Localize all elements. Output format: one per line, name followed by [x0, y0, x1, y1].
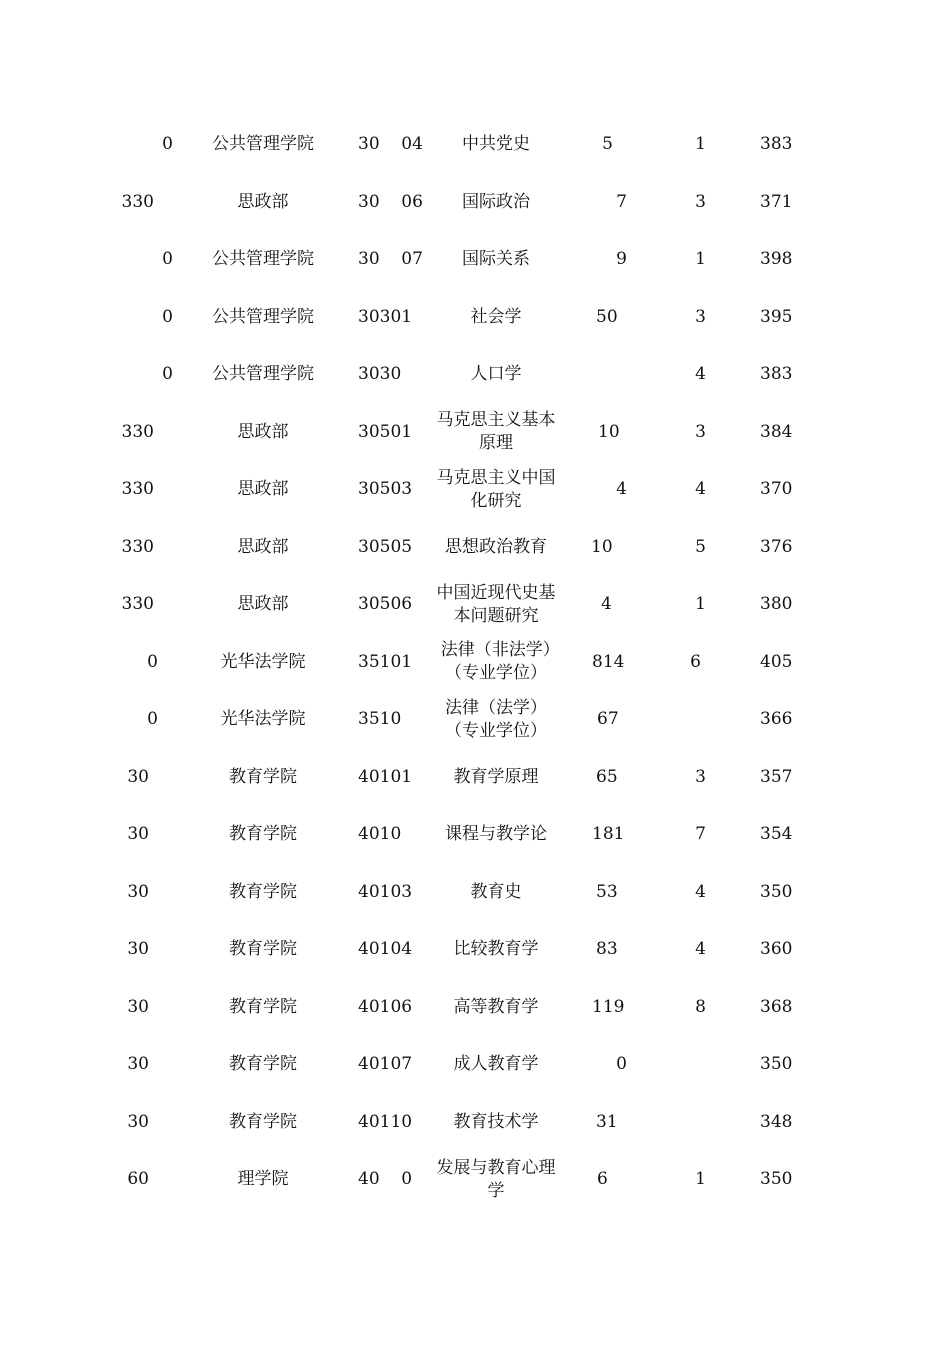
major-name-cell [434, 1036, 558, 1094]
admitted-cell: 4 [695, 939, 706, 960]
school-name-cell: 教育学院 [229, 766, 297, 787]
table-row [0, 634, 950, 692]
admitted-cell: 3 [695, 766, 706, 787]
major-code-cell: 40110 [358, 1111, 413, 1132]
admitted-cell [672, 1036, 706, 1094]
applicants-cell: 5 [602, 134, 613, 155]
school-code-cell: 30 [127, 766, 149, 787]
table-row [0, 346, 950, 404]
school-code-cell: 30 [127, 939, 149, 960]
school-code-cell: 30 [127, 996, 149, 1017]
major-code-cell: 4010 [358, 824, 402, 845]
school-code-cell: 0 [162, 364, 173, 385]
admitted-cell: 1 [695, 1169, 706, 1190]
major-name-text: 法律（法学）（专业学位） [445, 697, 547, 741]
major-name-text: 社会学 [470, 306, 522, 327]
school-code-cell: 330 [121, 421, 154, 442]
school-code-cell: 330 [121, 594, 154, 615]
school-name-cell: 公共管理学院 [212, 249, 314, 270]
admitted-cell: 4 [695, 479, 706, 500]
major-code-cell: 30 06 [358, 191, 423, 212]
major-name-text: 课程与教学论 [445, 824, 547, 845]
applicants-cell: 67 [597, 709, 619, 730]
applicants-cell: 4 [601, 594, 612, 615]
school-name-cell: 思政部 [237, 421, 289, 442]
admitted-cell [672, 691, 706, 749]
applicants-cell: 53 [596, 881, 618, 902]
school-code-cell: 330 [121, 191, 154, 212]
school-name-cell: 理学院 [237, 1169, 289, 1190]
applicants-cell: 119 [592, 996, 625, 1017]
applicants-cell: 814 [592, 651, 625, 672]
table-row [0, 806, 950, 864]
school-name-cell: 教育学院 [229, 881, 297, 902]
school-name-cell: 教育学院 [229, 996, 297, 1017]
score-cell: 380 [760, 594, 793, 615]
major-name-cell [434, 404, 558, 462]
score-cell: 383 [760, 134, 793, 155]
school-name-cell: 公共管理学院 [212, 134, 314, 155]
score-cell: 405 [760, 651, 793, 672]
major-name-cell [434, 1094, 558, 1152]
score-cell: 350 [760, 1169, 793, 1190]
major-name-text: 教育学原理 [453, 766, 539, 787]
major-code-cell: 30505 [358, 536, 413, 557]
admission-table [0, 116, 950, 1209]
major-code-cell: 40101 [358, 766, 413, 787]
applicants-cell [596, 346, 656, 404]
major-name-text: 高等教育学 [453, 996, 539, 1017]
school-name-cell: 教育学院 [229, 939, 297, 960]
major-name-text: 中共党史 [462, 134, 530, 155]
major-code-cell: 40104 [358, 939, 413, 960]
score-cell: 350 [760, 1054, 793, 1075]
major-name-cell [434, 346, 558, 404]
applicants-cell: 65 [596, 766, 618, 787]
table-row [0, 404, 950, 462]
major-name-text: 国际政治 [462, 191, 530, 212]
major-name-cell [434, 576, 558, 634]
admitted-cell: 7 [695, 824, 706, 845]
table-row [0, 1094, 950, 1152]
score-cell: 360 [760, 939, 793, 960]
score-cell: 376 [760, 536, 793, 557]
major-name-text: 成人教育学 [453, 1054, 539, 1075]
major-code-cell: 40107 [358, 1054, 413, 1075]
admitted-cell: 4 [695, 881, 706, 902]
applicants-cell: 10 [591, 536, 613, 557]
admitted-cell: 3 [695, 421, 706, 442]
applicants-cell: 83 [596, 939, 618, 960]
major-code-cell: 3510 [358, 709, 402, 730]
table-row [0, 749, 950, 807]
applicants-cell: 50 [596, 306, 618, 327]
major-code-cell: 30506 [358, 594, 413, 615]
school-code-cell: 330 [121, 479, 154, 500]
major-name-cell [434, 634, 558, 692]
score-cell: 357 [760, 766, 793, 787]
major-name-cell [434, 864, 558, 922]
score-cell: 395 [760, 306, 793, 327]
table-row [0, 864, 950, 922]
school-name-cell: 光华法学院 [220, 651, 306, 672]
admitted-cell: 5 [695, 536, 706, 557]
major-name-cell [434, 289, 558, 347]
table-row [0, 979, 950, 1037]
school-code-cell: 30 [127, 1054, 149, 1075]
school-name-cell: 公共管理学院 [212, 364, 314, 385]
major-name-text: 教育技术学 [453, 1111, 539, 1132]
school-code-cell: 0 [147, 651, 158, 672]
school-name-cell: 思政部 [237, 191, 289, 212]
school-code-cell: 0 [147, 709, 158, 730]
table-row [0, 1036, 950, 1094]
table-row [0, 576, 950, 634]
school-name-cell: 思政部 [237, 594, 289, 615]
major-name-cell [434, 519, 558, 577]
major-name-text: 国际关系 [462, 249, 530, 270]
admitted-cell: 4 [695, 364, 706, 385]
score-cell: 350 [760, 881, 793, 902]
major-name-text: 法律（非法学）（专业学位） [440, 640, 552, 684]
admitted-cell: 3 [695, 191, 706, 212]
applicants-cell: 31 [596, 1111, 618, 1132]
school-name-cell: 思政部 [237, 479, 289, 500]
major-code-cell: 40106 [358, 996, 413, 1017]
score-cell: 354 [760, 824, 793, 845]
score-cell: 384 [760, 421, 793, 442]
school-name-cell: 教育学院 [229, 1054, 297, 1075]
table-row [0, 116, 950, 174]
school-code-cell: 0 [162, 306, 173, 327]
admitted-cell: 1 [695, 594, 706, 615]
major-name-cell [434, 461, 558, 519]
major-name-text: 发展与教育心理学 [436, 1157, 556, 1201]
major-code-cell: 30 07 [358, 249, 423, 270]
school-code-cell: 30 [127, 824, 149, 845]
score-cell: 366 [760, 709, 793, 730]
major-name-text: 马克思主义基本原理 [436, 410, 556, 454]
table-row [0, 519, 950, 577]
major-name-cell [434, 921, 558, 979]
major-name-cell [434, 174, 558, 232]
score-cell: 348 [760, 1111, 793, 1132]
applicants-cell: 0 [616, 1054, 627, 1075]
major-code-cell: 30 04 [358, 134, 423, 155]
major-code-cell: 35101 [358, 651, 413, 672]
school-name-cell: 思政部 [237, 536, 289, 557]
school-code-cell: 30 [127, 881, 149, 902]
applicants-cell: 10 [598, 421, 620, 442]
score-cell: 398 [760, 249, 793, 270]
score-cell: 370 [760, 479, 793, 500]
school-code-cell: 0 [162, 249, 173, 270]
major-name-cell [434, 806, 558, 864]
major-name-text: 教育史 [470, 881, 522, 902]
major-code-cell: 3030 [358, 364, 402, 385]
major-name-text: 中国近现代史基本问题研究 [436, 582, 556, 626]
major-name-cell [434, 691, 558, 749]
admitted-cell: 1 [695, 249, 706, 270]
major-name-cell [434, 749, 558, 807]
school-code-cell: 60 [127, 1169, 149, 1190]
major-name-cell [434, 1151, 558, 1209]
admitted-cell [672, 1094, 706, 1152]
school-code-cell: 330 [121, 536, 154, 557]
school-code-cell: 0 [162, 134, 173, 155]
major-name-cell [434, 116, 558, 174]
applicants-cell: 7 [616, 191, 627, 212]
major-code-cell: 30503 [358, 479, 413, 500]
applicants-cell: 6 [597, 1169, 608, 1190]
score-cell: 368 [760, 996, 793, 1017]
admitted-cell: 6 [690, 651, 701, 672]
major-name-text: 比较教育学 [453, 939, 539, 960]
score-cell: 383 [760, 364, 793, 385]
major-code-cell: 30501 [358, 421, 413, 442]
score-cell: 371 [760, 191, 793, 212]
table-row [0, 1151, 950, 1209]
major-name-text: 思想政治教育 [445, 536, 547, 557]
admitted-cell: 8 [695, 996, 706, 1017]
major-name-cell [434, 979, 558, 1037]
major-code-cell: 30301 [358, 306, 413, 327]
table-row [0, 921, 950, 979]
applicants-cell: 181 [592, 824, 625, 845]
school-name-cell: 公共管理学院 [212, 306, 314, 327]
major-code-cell: 40 0 [358, 1169, 413, 1190]
table-row [0, 174, 950, 232]
table-row [0, 231, 950, 289]
table-row [0, 691, 950, 749]
school-name-cell: 教育学院 [229, 824, 297, 845]
admitted-cell: 1 [695, 134, 706, 155]
applicants-cell: 4 [616, 479, 627, 500]
table-row [0, 289, 950, 347]
table-row [0, 461, 950, 519]
major-code-cell: 40103 [358, 881, 413, 902]
school-name-cell: 光华法学院 [220, 709, 306, 730]
school-code-cell: 30 [127, 1111, 149, 1132]
admitted-cell: 3 [695, 306, 706, 327]
school-name-cell: 教育学院 [229, 1111, 297, 1132]
major-name-cell [434, 231, 558, 289]
applicants-cell: 9 [616, 249, 627, 270]
major-name-text: 马克思主义中国化研究 [436, 467, 556, 511]
major-name-text: 人口学 [470, 364, 522, 385]
